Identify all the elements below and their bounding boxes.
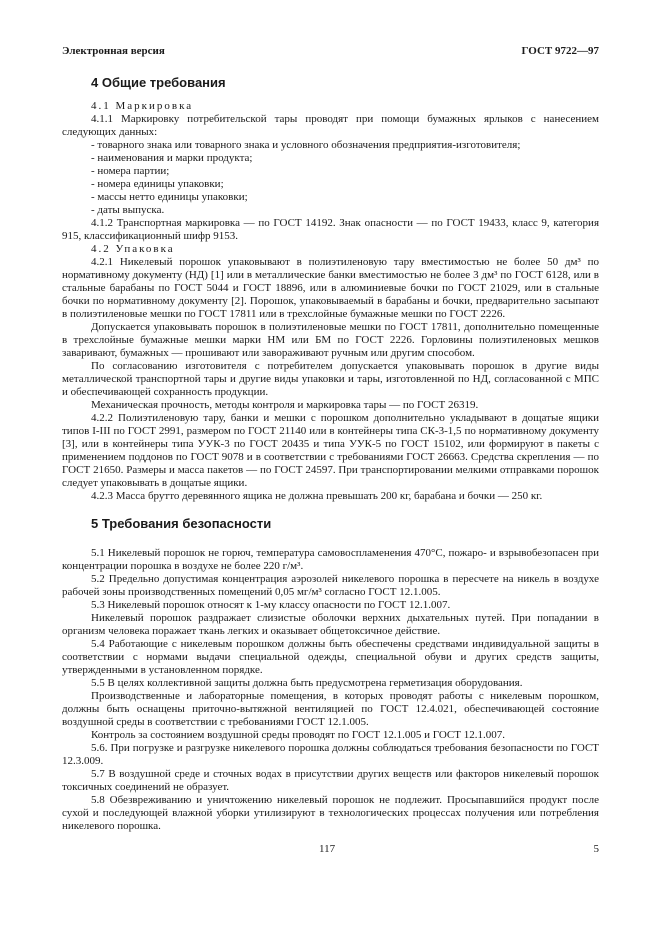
paragraph-4-2-2: 4.2.2 Полиэтиленовую тару, банки и мешки с порошком дополнительно укладывают в дощатые ящики типов I-III по ГОСТ 2991, размером по ГОСТ 21140 или в контейнеры типа СК-3-1,5 по нормативному документу [3], или в контейнеры типа УУК-3 по ГОСТ 20435 и типа УУК-5 по ГОСТ 15102, или формируют в пакеты с применением поддонов по ГОСТ 9078 и в соответствии с требованиями ГОСТ 26663. Средства скрепления — по ГОСТ 21650. Размеры и масса пакетов — по ГОСТ 24597. При транспортировании мелкими отправками порошок следует упаковывать в дощатые ящики. bbox=[62, 412, 599, 489]
paragraph-4-1-2: 4.1.2 Транспортная маркировка — по ГОСТ 14192. Знак опасности — по ГОСТ 19433, класс 9, категория 915, классификационный шифр 9153. bbox=[62, 217, 599, 242]
header-left: Электронная версия bbox=[62, 45, 165, 57]
paragraph: Допускается упаковывать порошок в полиэтиленовые мешки по ГОСТ 17811, дополнительно помещенные в трехслойные бумажные мешки марки НМ или БМ по ГОСТ 2226. Горловины полиэтиленовых мешков заваривают, бумажных — прошивают или завораживают ручным или другим способом. bbox=[62, 321, 599, 359]
paragraph-4-2-3: 4.2.3 Масса брутто деревянного ящика не должна превышать 200 кг, барабана и бочки — 250 кг. bbox=[91, 490, 543, 502]
list-item: - товарного знака или товарного знака и условного обозначения предприятия-изготовителя; bbox=[91, 139, 521, 151]
document-body bbox=[62, 72, 599, 833]
list-item: - номера единицы упаковки; bbox=[91, 178, 224, 190]
section-title-general: 4 Общие требования bbox=[91, 75, 226, 90]
paragraph: По согласованию изготовителя с потребителем допускается упаковывать порошок в другие виды металлической транспортной тары и другие виды упаковки и тары, изготовленной по НД, согласованной с МПС и обеспечивающей сохранность продукции. bbox=[62, 360, 599, 398]
subsection-marking: 4.1 Маркировка bbox=[91, 100, 194, 112]
paragraph: Никелевый порошок раздражает слизистые оболочки верхних дыхательных путей. При попадании в организм человека поражает ткань легких и оказывает общетоксичное действие. bbox=[62, 612, 599, 637]
paragraph-5-6: 5.6. При погрузке и разгрузке никелевого порошка должны соблюдаться требования безопасности по ГОСТ 12.3.009. bbox=[62, 742, 599, 767]
paragraph: Производственные и лабораторные помещения, в которых проводят работы с никелевым порошком, должны быть оснащены приточно-вытяжной вентиляцией по ГОСТ 12.4.021, обеспечивающей состояние воздушной среды в соответствии с требованиями ГОСТ 12.1.005. bbox=[62, 690, 599, 728]
paragraph-5-5: 5.5 В целях коллективной защиты должна быть предусмотрена герметизация оборудования. bbox=[91, 677, 523, 689]
paragraph-5-3: 5.3 Никелевый порошок относят к 1-му классу опасности по ГОСТ 12.1.007. bbox=[91, 599, 451, 611]
header-right: ГОСТ 9722—97 bbox=[521, 45, 599, 57]
section-title-safety: 5 Требования безопасности bbox=[91, 516, 272, 531]
page-number: 5 bbox=[593, 843, 599, 855]
list-item: - даты выпуска. bbox=[91, 204, 165, 216]
paragraph-5-2: 5.2 Предельно допустимая концентрация аэрозолей никелевого порошка в пересчете на никель в воздухе рабочей зоны производственных помещений 0,05 мг/м³ согласно ГОСТ 12.1.005. bbox=[62, 573, 599, 598]
paragraph-5-4: 5.4 Работающие с никелевым порошком должны быть обеспечены средствами индивидуальной защиты в соответствии с нормами выдачи специальной одежды, специальной обуви и других средств защиты, утвержденными в установленном порядке. bbox=[62, 638, 599, 676]
list-item: - массы нетто единицы упаковки; bbox=[91, 191, 248, 203]
paragraph-5-8: 5.8 Обезвреживанию и уничтожению никелевый порошок не подлежит. Просыпавшийся продукт после сухой и последующей влажной уборки утилизируют в технологических процессах получения или потребления никелевого порошка. bbox=[62, 794, 599, 832]
paragraph-5-1: 5.1 Никелевый порошок не горюч, температура самовоспламенения 470°С, пожаро- и взрывобезопасен при концентрации порошка в воздухе не более 220 г/м³. bbox=[62, 547, 599, 572]
list-item: - наименования и марки продукта; bbox=[91, 152, 253, 164]
subsection-packaging: 4.2 Упаковка bbox=[91, 243, 175, 255]
paragraph-4-1-1: 4.1.1 Маркировку потребительской тары проводят при помощи бумажных ярлыков с нанесением следующих данных: bbox=[62, 113, 599, 138]
list-item: - номера партии; bbox=[91, 165, 170, 177]
paragraph-5-7: 5.7 В воздушной среде и сточных водах в присутствии других веществ или факторов никелевый порошок токсичных соединений не образует. bbox=[62, 768, 599, 793]
paragraph: Контроль за состоянием воздушной среды проводят по ГОСТ 12.1.005 и ГОСТ 12.1.007. bbox=[91, 729, 505, 741]
paragraph-4-2-1: 4.2.1 Никелевый порошок упаковывают в полиэтиленовую тару вместимостью не более 50 дм³ по нормативному документу (НД) [1] или в металлические банки вместимостью не более 3 дм³ по ГОСТ 6128, или в стальные барабаны по ГОСТ 5044 и ГОСТ 18896, или в алюминиевые бочки по ГОСТ 21029, или в стальные бочки по нормативному документу [2]. Порошок, упаковываемый в барабаны и бочки, предварительно засыпают в полиэтиленовые мешки по ГОСТ 17811 или в трехслойные бумажные мешки по ГОСТ 2226. bbox=[62, 256, 599, 320]
paragraph: Механическая прочность, методы контроля и маркировка тары — по ГОСТ 26319. bbox=[91, 399, 479, 411]
footer-center-number: 117 bbox=[319, 843, 336, 855]
